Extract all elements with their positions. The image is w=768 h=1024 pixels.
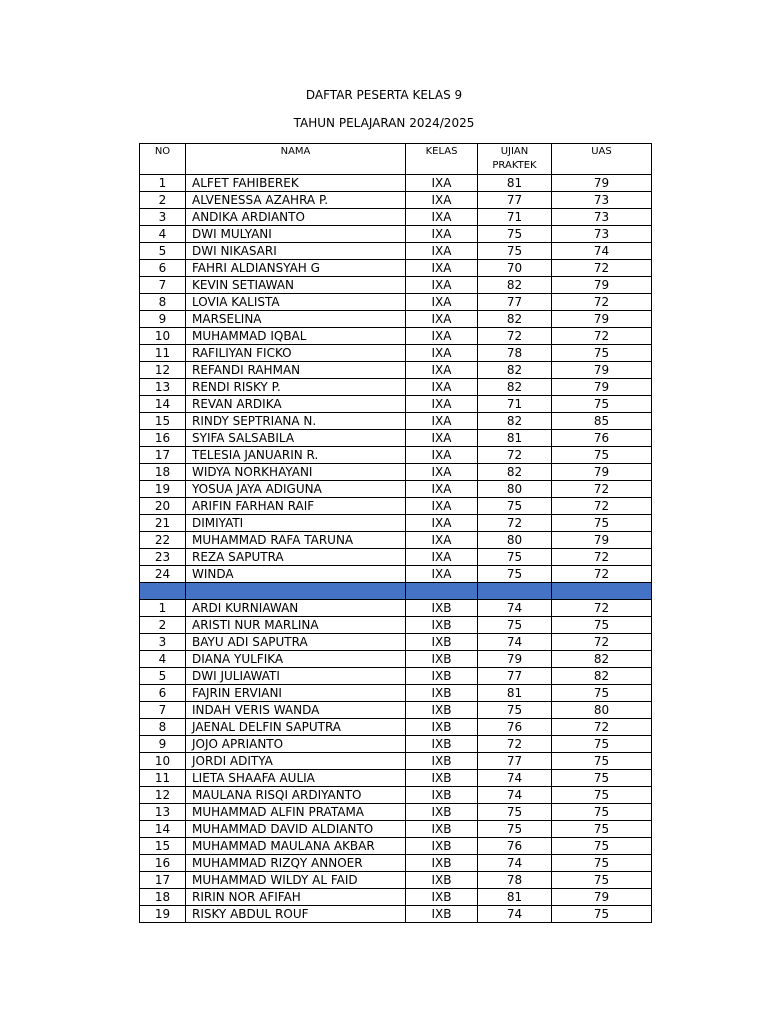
table-row (140, 821, 652, 838)
table-row (140, 294, 652, 311)
cell-no: 20 (140, 498, 186, 515)
cell-kelas: IXA (406, 209, 478, 226)
cell-uas: 75 (552, 855, 652, 872)
cell-nama: INDAH VERIS WANDA (186, 702, 406, 719)
cell-nama: ARISTI NUR MARLINA (186, 617, 406, 634)
cell-ujian: 75 (478, 566, 552, 583)
table-row (140, 651, 652, 668)
cell-ujian: 74 (478, 855, 552, 872)
cell-uas: 82 (552, 668, 652, 685)
cell-ujian: 74 (478, 600, 552, 617)
cell-no: 3 (140, 634, 186, 651)
cell-no: 5 (140, 668, 186, 685)
cell-nama: RISKY ABDUL ROUF (186, 906, 406, 923)
cell-uas: 74 (552, 243, 652, 260)
cell-kelas: IXA (406, 260, 478, 277)
cell-kelas: IXA (406, 362, 478, 379)
cell-kelas: IXA (406, 447, 478, 464)
cell-kelas: IXA (406, 515, 478, 532)
cell-no: 24 (140, 566, 186, 583)
cell-ujian: 82 (478, 379, 552, 396)
cell-uas: 75 (552, 515, 652, 532)
cell-uas: 72 (552, 260, 652, 277)
cell-ujian: 75 (478, 243, 552, 260)
cell-no: 1 (140, 175, 186, 192)
cell-no: 21 (140, 515, 186, 532)
table-row (140, 787, 652, 804)
table-row (140, 702, 652, 719)
cell-no: 1 (140, 600, 186, 617)
cell-ujian: 75 (478, 617, 552, 634)
table-row (140, 260, 652, 277)
cell-no: 11 (140, 770, 186, 787)
cell-nama: SYIFA SALSABILA (186, 430, 406, 447)
cell-uas: 79 (552, 532, 652, 549)
table-row (140, 328, 652, 345)
header-uas: UAS (552, 144, 652, 175)
cell-nama: MUHAMMAD ALFIN PRATAMA (186, 804, 406, 821)
cell-uas: 75 (552, 617, 652, 634)
cell-uas: 75 (552, 396, 652, 413)
cell-kelas: IXB (406, 787, 478, 804)
cell-nama: RIRIN NOR AFIFAH (186, 889, 406, 906)
table-row (140, 906, 652, 923)
cell-no: 7 (140, 702, 186, 719)
header-ujian-line2: PRAKTEK (492, 160, 537, 171)
cell-no: 3 (140, 209, 186, 226)
header-ujian-praktek (478, 144, 552, 175)
cell-ujian: 70 (478, 260, 552, 277)
cell-kelas: IXA (406, 413, 478, 430)
cell-no: 12 (140, 362, 186, 379)
cell-kelas: IXA (406, 549, 478, 566)
cell-nama: LOVIA KALISTA (186, 294, 406, 311)
cell-ujian: 75 (478, 821, 552, 838)
cell-nama: MUHAMMAD WILDY AL FAID (186, 872, 406, 889)
table-row (140, 498, 652, 515)
cell-no: 15 (140, 413, 186, 430)
cell-nama: ALVENESSA AZAHRA P. (186, 192, 406, 209)
cell-no: 13 (140, 379, 186, 396)
cell-ujian: 72 (478, 736, 552, 753)
cell-ujian: 81 (478, 889, 552, 906)
cell-ujian: 75 (478, 549, 552, 566)
table-row (140, 226, 652, 243)
table-row (140, 889, 652, 906)
table-row (140, 634, 652, 651)
cell-uas: 79 (552, 379, 652, 396)
cell-kelas: IXA (406, 328, 478, 345)
cell-kelas: IXA (406, 277, 478, 294)
cell-uas: 75 (552, 838, 652, 855)
cell-uas: 75 (552, 685, 652, 702)
cell-nama: FAHRI ALDIANSYAH G (186, 260, 406, 277)
cell-uas: 72 (552, 600, 652, 617)
cell-kelas: IXB (406, 668, 478, 685)
cell-ujian: 80 (478, 532, 552, 549)
cell-nama: MUHAMMAD RAFA TARUNA (186, 532, 406, 549)
cell-ujian: 78 (478, 872, 552, 889)
cell-nama: ALFET FAHIBEREK (186, 175, 406, 192)
cell-uas: 79 (552, 362, 652, 379)
separator-cell (478, 583, 552, 600)
table-row (140, 617, 652, 634)
header-kelas: KELAS (406, 144, 478, 175)
cell-no: 22 (140, 532, 186, 549)
cell-uas: 75 (552, 787, 652, 804)
cell-no: 19 (140, 906, 186, 923)
document-subtitle: TAHUN PELAJARAN 2024/2025 (293, 116, 475, 130)
cell-ujian: 75 (478, 226, 552, 243)
cell-nama: ARDI KURNIAWAN (186, 600, 406, 617)
cell-uas: 72 (552, 634, 652, 651)
cell-ujian: 74 (478, 906, 552, 923)
cell-kelas: IXA (406, 481, 478, 498)
cell-ujian: 81 (478, 430, 552, 447)
cell-nama: MAULANA RISQI ARDIYANTO (186, 787, 406, 804)
cell-kelas: IXB (406, 600, 478, 617)
cell-uas: 72 (552, 328, 652, 345)
cell-nama: WIDYA NORKHAYANI (186, 464, 406, 481)
table-row (140, 855, 652, 872)
cell-no: 4 (140, 651, 186, 668)
cell-no: 18 (140, 464, 186, 481)
cell-nama: FAJRIN ERVIANI (186, 685, 406, 702)
cell-kelas: IXB (406, 855, 478, 872)
cell-nama: TELESIA JANUARIN R. (186, 447, 406, 464)
cell-nama: MUHAMMAD MAULANA AKBAR (186, 838, 406, 855)
cell-ujian: 82 (478, 277, 552, 294)
header-ujian-line1: UJIAN (500, 146, 529, 157)
cell-no: 17 (140, 447, 186, 464)
cell-uas: 75 (552, 872, 652, 889)
cell-ujian: 82 (478, 362, 552, 379)
cell-nama: ARIFIN FARHAN RAIF (186, 498, 406, 515)
cell-no: 14 (140, 821, 186, 838)
cell-no: 5 (140, 243, 186, 260)
table-row (140, 464, 652, 481)
table-row (140, 396, 652, 413)
cell-nama: REZA SAPUTRA (186, 549, 406, 566)
cell-uas: 79 (552, 889, 652, 906)
cell-uas: 85 (552, 413, 652, 430)
table-row (140, 192, 652, 209)
cell-kelas: IXA (406, 311, 478, 328)
table-row (140, 770, 652, 787)
cell-kelas: IXB (406, 906, 478, 923)
table-row (140, 549, 652, 566)
cell-uas: 73 (552, 209, 652, 226)
cell-no: 16 (140, 855, 186, 872)
header-nama: NAMA (186, 144, 406, 175)
cell-no: 6 (140, 685, 186, 702)
cell-uas: 76 (552, 430, 652, 447)
cell-ujian: 74 (478, 787, 552, 804)
cell-no: 7 (140, 277, 186, 294)
cell-kelas: IXA (406, 294, 478, 311)
cell-ujian: 74 (478, 770, 552, 787)
class-separator-row (140, 583, 652, 600)
cell-ujian: 77 (478, 192, 552, 209)
table-row (140, 685, 652, 702)
cell-kelas: IXA (406, 192, 478, 209)
cell-uas: 72 (552, 498, 652, 515)
cell-no: 8 (140, 719, 186, 736)
cell-uas: 75 (552, 906, 652, 923)
cell-ujian: 75 (478, 804, 552, 821)
separator-cell (552, 583, 652, 600)
cell-kelas: IXB (406, 634, 478, 651)
table-row (140, 804, 652, 821)
cell-nama: MARSELINA (186, 311, 406, 328)
cell-uas: 75 (552, 821, 652, 838)
cell-no: 17 (140, 872, 186, 889)
cell-kelas: IXB (406, 736, 478, 753)
cell-nama: DWI MULYANI (186, 226, 406, 243)
cell-nama: KEVIN SETIAWAN (186, 277, 406, 294)
cell-kelas: IXA (406, 396, 478, 413)
cell-uas: 75 (552, 447, 652, 464)
cell-no: 9 (140, 311, 186, 328)
class-a-rows (140, 175, 652, 583)
table-row (140, 719, 652, 736)
cell-ujian: 76 (478, 838, 552, 855)
class-separator-group (140, 583, 652, 600)
cell-no: 10 (140, 328, 186, 345)
cell-nama: RAFILIYAN FICKO (186, 345, 406, 362)
cell-nama: DIANA YULFIKA (186, 651, 406, 668)
cell-nama: RINDY SEPTRIANA N. (186, 413, 406, 430)
table-row (140, 753, 652, 770)
cell-no: 19 (140, 481, 186, 498)
cell-ujian: 72 (478, 515, 552, 532)
cell-ujian: 78 (478, 345, 552, 362)
cell-kelas: IXB (406, 617, 478, 634)
cell-kelas: IXB (406, 838, 478, 855)
cell-ujian: 74 (478, 634, 552, 651)
cell-kelas: IXA (406, 243, 478, 260)
table-row (140, 243, 652, 260)
cell-no: 13 (140, 804, 186, 821)
cell-uas: 79 (552, 277, 652, 294)
participants-table (139, 143, 652, 923)
cell-nama: JOJO APRIANTO (186, 736, 406, 753)
cell-ujian: 71 (478, 396, 552, 413)
table-row (140, 413, 652, 430)
cell-ujian: 72 (478, 328, 552, 345)
cell-kelas: IXA (406, 498, 478, 515)
cell-no: 14 (140, 396, 186, 413)
cell-ujian: 81 (478, 685, 552, 702)
cell-ujian: 82 (478, 413, 552, 430)
cell-uas: 75 (552, 770, 652, 787)
cell-nama: DWI JULIAWATI (186, 668, 406, 685)
cell-no: 8 (140, 294, 186, 311)
cell-nama: REFANDI RAHMAN (186, 362, 406, 379)
header-no: NO (140, 144, 186, 175)
cell-kelas: IXA (406, 345, 478, 362)
cell-no: 18 (140, 889, 186, 906)
table-row (140, 345, 652, 362)
class-b-rows (140, 600, 652, 923)
cell-nama: MUHAMMAD RIZQY ANNOER (186, 855, 406, 872)
cell-ujian: 81 (478, 175, 552, 192)
cell-no: 11 (140, 345, 186, 362)
cell-uas: 75 (552, 736, 652, 753)
cell-no: 23 (140, 549, 186, 566)
cell-ujian: 72 (478, 447, 552, 464)
table-row (140, 209, 652, 226)
cell-ujian: 75 (478, 498, 552, 515)
cell-kelas: IXA (406, 464, 478, 481)
cell-nama: DWI NIKASARI (186, 243, 406, 260)
cell-kelas: IXB (406, 872, 478, 889)
table-header-row (140, 144, 652, 175)
separator-cell (140, 583, 186, 600)
cell-uas: 72 (552, 294, 652, 311)
cell-kelas: IXA (406, 226, 478, 243)
cell-nama: LIETA SHAAFA AULIA (186, 770, 406, 787)
cell-nama: DIMIYATI (186, 515, 406, 532)
cell-kelas: IXB (406, 702, 478, 719)
cell-kelas: IXB (406, 770, 478, 787)
table-row (140, 311, 652, 328)
cell-kelas: IXB (406, 804, 478, 821)
document-title: DAFTAR PESERTA KELAS 9 (305, 88, 463, 102)
cell-uas: 75 (552, 345, 652, 362)
cell-kelas: IXA (406, 379, 478, 396)
table-row (140, 515, 652, 532)
cell-nama: WINDA (186, 566, 406, 583)
cell-uas: 75 (552, 804, 652, 821)
cell-nama: ANDIKA ARDIANTO (186, 209, 406, 226)
cell-ujian: 80 (478, 481, 552, 498)
table-row (140, 668, 652, 685)
cell-uas: 79 (552, 311, 652, 328)
cell-nama: JORDI ADITYA (186, 753, 406, 770)
table-row (140, 430, 652, 447)
cell-ujian: 79 (478, 651, 552, 668)
cell-kelas: IXB (406, 719, 478, 736)
table-row (140, 379, 652, 396)
cell-uas: 72 (552, 566, 652, 583)
cell-uas: 75 (552, 753, 652, 770)
cell-kelas: IXA (406, 430, 478, 447)
cell-nama: BAYU ADI SAPUTRA (186, 634, 406, 651)
cell-uas: 82 (552, 651, 652, 668)
cell-ujian: 71 (478, 209, 552, 226)
cell-ujian: 82 (478, 464, 552, 481)
cell-no: 6 (140, 260, 186, 277)
table-row (140, 277, 652, 294)
table-row (140, 838, 652, 855)
cell-kelas: IXB (406, 651, 478, 668)
cell-uas: 72 (552, 481, 652, 498)
cell-ujian: 77 (478, 753, 552, 770)
table-row (140, 872, 652, 889)
table-row (140, 362, 652, 379)
cell-no: 9 (140, 736, 186, 753)
cell-ujian: 82 (478, 311, 552, 328)
cell-ujian: 77 (478, 668, 552, 685)
cell-no: 15 (140, 838, 186, 855)
table-row (140, 736, 652, 753)
cell-nama: MUHAMMAD IQBAL (186, 328, 406, 345)
table-row (140, 447, 652, 464)
cell-kelas: IXB (406, 753, 478, 770)
cell-no: 12 (140, 787, 186, 804)
table-row (140, 600, 652, 617)
cell-kelas: IXA (406, 532, 478, 549)
table-row (140, 566, 652, 583)
cell-no: 2 (140, 617, 186, 634)
cell-uas: 73 (552, 226, 652, 243)
cell-nama: YOSUA JAYA ADIGUNA (186, 481, 406, 498)
cell-no: 4 (140, 226, 186, 243)
cell-ujian: 75 (478, 702, 552, 719)
cell-no: 16 (140, 430, 186, 447)
cell-uas: 80 (552, 702, 652, 719)
table-row (140, 481, 652, 498)
cell-kelas: IXA (406, 566, 478, 583)
cell-uas: 79 (552, 175, 652, 192)
cell-uas: 73 (552, 192, 652, 209)
cell-kelas: IXB (406, 821, 478, 838)
cell-kelas: IXA (406, 175, 478, 192)
separator-cell (186, 583, 406, 600)
cell-nama: RENDI RISKY P. (186, 379, 406, 396)
cell-nama: REVAN ARDIKA (186, 396, 406, 413)
separator-cell (406, 583, 478, 600)
cell-kelas: IXB (406, 685, 478, 702)
cell-ujian: 76 (478, 719, 552, 736)
cell-no: 10 (140, 753, 186, 770)
cell-kelas: IXB (406, 889, 478, 906)
table-row (140, 532, 652, 549)
cell-no: 2 (140, 192, 186, 209)
cell-nama: MUHAMMAD DAVID ALDIANTO (186, 821, 406, 838)
cell-uas: 79 (552, 464, 652, 481)
cell-uas: 72 (552, 719, 652, 736)
cell-uas: 72 (552, 549, 652, 566)
cell-nama: JAENAL DELFIN SAPUTRA (186, 719, 406, 736)
cell-ujian: 77 (478, 294, 552, 311)
table-row (140, 175, 652, 192)
